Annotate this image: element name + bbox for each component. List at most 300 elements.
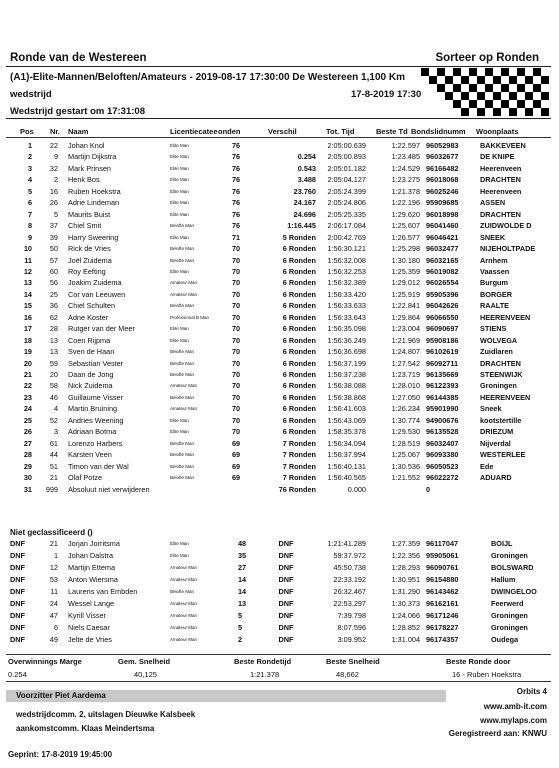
row-position: 25 (23, 415, 32, 425)
row-license-number: 96032165 (426, 255, 459, 265)
table-row (6, 598, 551, 609)
row-license-number: 96052983 (426, 141, 459, 150)
row-rounds: 70 (232, 278, 241, 288)
flag-square (485, 68, 493, 76)
flag-square (541, 92, 549, 100)
table-row (6, 232, 551, 243)
flag-square (517, 84, 525, 92)
row-category: Amateur Man (170, 613, 198, 618)
row-license-number: 96090697 (426, 324, 459, 334)
row-best-lap: 1:28.852 (391, 623, 420, 632)
row-rounds: 70 (232, 404, 241, 414)
row-difference: 6 Ronden (282, 427, 316, 437)
row-name: Joël Zuidema (68, 255, 112, 265)
row-name: Ruben Hoekstra (68, 186, 121, 196)
row-difference: 6 Ronden (282, 324, 316, 334)
row-town: BAKKEVEEN (480, 141, 526, 150)
row-best-lap: 1:27.359 (391, 539, 420, 548)
table-row (6, 140, 551, 151)
col-best: Beste Td (376, 127, 408, 136)
row-position: 15 (23, 301, 32, 311)
row-town: BORGER (480, 289, 513, 299)
summary-bestrider-value: 16 - Ruben Hoekstra (452, 670, 522, 679)
flag-square (453, 68, 461, 76)
row-rounds: 35 (238, 551, 247, 560)
row-license-number: 96135528 (426, 427, 459, 437)
table-row (6, 243, 551, 254)
row-number: 53 (49, 575, 58, 584)
row-number: 47 (49, 611, 58, 620)
row-total-time: 1:56:32.008 (327, 255, 366, 265)
dnf-section-title: Niet geclassificeerd () (10, 528, 93, 537)
checkered-flag-icon (421, 68, 551, 118)
row-position: 24 (23, 404, 32, 414)
row-town: DRIEZUM (480, 427, 514, 437)
row-difference: 6 Ronden (282, 415, 316, 425)
row-number: 36 (49, 301, 58, 311)
row-town: Arnhem (480, 255, 508, 265)
row-best-lap: 1:29.864 (391, 312, 420, 322)
summary-bestlap-value: 1:21.378 (250, 670, 280, 679)
row-name: Andries Weening (68, 415, 124, 425)
summary-margin-label: Overwinnings Marge (8, 657, 82, 666)
flag-square (525, 92, 533, 100)
row-number: 22 (49, 141, 58, 150)
row-name: Karsten Veen (68, 450, 112, 460)
flag-square (461, 108, 469, 116)
event-description: (A1)-Elite-Mannen/Beloften/Amateurs - 2019-08-17 17:30:00 De Westereen 1,100 Km (10, 72, 405, 83)
table-row (6, 266, 551, 277)
row-total-time: 2:05:25.335 (327, 209, 366, 219)
flag-square (509, 92, 517, 100)
row-total-time: 1:56:37.238 (327, 370, 366, 379)
row-best-lap: 1:28.519 (391, 438, 420, 448)
row-category: Belofte Man (170, 589, 195, 594)
row-license-number: 96166482 (426, 163, 459, 173)
row-best-lap: 1:23.004 (391, 324, 420, 334)
table-row (6, 220, 551, 231)
row-total-time: 1:56:41.603 (327, 404, 366, 414)
row-total-time: 1:56:35.098 (327, 324, 366, 334)
row-difference: 6 Ronden (282, 301, 316, 311)
row-rounds: 13 (238, 599, 247, 608)
row-best-lap: 1:21.969 (391, 335, 420, 345)
row-license-number: 96041460 (426, 221, 459, 231)
summary-bestrider-label: Beste Ronde door (446, 657, 511, 666)
col-town: Woonplaats (476, 127, 519, 136)
row-name: Mark Prinsen (68, 163, 111, 173)
row-name: Absoluut niet verwijderen (68, 484, 150, 494)
row-position: 11 (24, 255, 32, 265)
table-row (6, 151, 551, 162)
row-position: 22 (23, 381, 32, 391)
row-difference: 6 Ronden (282, 244, 316, 254)
footer-orbits: Orbits 4 (516, 687, 547, 696)
row-position: 23 (23, 392, 32, 402)
row-total-time: 1:56:38.868 (327, 392, 366, 402)
row-license-number: 96018998 (426, 209, 459, 219)
row-town: Groningen (491, 551, 528, 560)
row-category: Belofte Man (170, 246, 195, 252)
summary-bar (6, 654, 551, 682)
row-rounds: 14 (238, 575, 247, 584)
row-difference: 0.254 (297, 152, 316, 162)
row-difference: 23.760 (293, 186, 316, 196)
row-license-number: 96032477 (426, 244, 459, 254)
row-town: Heerenveen (480, 186, 522, 196)
footer-url1[interactable]: www.amb-it.com (483, 702, 547, 711)
row-number: 6 (53, 623, 58, 632)
row-position: DNF (10, 623, 25, 632)
row-number: 1 (53, 551, 58, 560)
header-bottom-divider (6, 118, 551, 119)
row-best-lap: 1:30.180 (391, 255, 420, 265)
table-row (6, 622, 551, 633)
row-number: 57 (49, 255, 58, 265)
row-number: 60 (49, 266, 58, 276)
row-name: Johan Knol (68, 141, 105, 150)
row-difference: 7 Ronden (282, 438, 316, 448)
col-total: Tot. Tijd (326, 127, 355, 136)
row-best-lap: 1:23.485 (391, 152, 420, 162)
row-rounds: 2 (238, 635, 243, 644)
row-name: Jorjan Jorritsma (68, 539, 120, 548)
row-license-number: 95905061 (426, 551, 459, 560)
row-name: Nick Zuidema (68, 381, 113, 391)
row-category: Belofte Man (170, 223, 195, 229)
row-category: Amateur Man (170, 637, 198, 642)
row-town: Hallum (491, 575, 516, 584)
row-rounds: 27 (238, 563, 247, 572)
row-category: Belofte Man (170, 452, 195, 458)
row-total-time: 2:05:24.399 (327, 186, 366, 196)
row-position: 20 (23, 358, 32, 368)
row-total-time: 2:05:00.893 (327, 152, 366, 162)
row-town: WESTERLEE (480, 450, 526, 460)
table-row (6, 562, 551, 573)
flag-square (461, 76, 469, 84)
row-number: 24 (49, 599, 58, 608)
row-rounds: 76 (232, 209, 241, 219)
row-rounds: 70 (232, 312, 241, 322)
summary-bestspeed-value: 48,662 (336, 670, 359, 679)
row-best-lap: 1:30.373 (391, 599, 420, 608)
row-difference: DNF (278, 623, 294, 632)
flag-square (533, 100, 541, 108)
row-license-number: 95901990 (426, 404, 459, 414)
event-type: wedstrijd (10, 89, 52, 100)
table-row (6, 323, 551, 334)
row-total-time: 2:05:01.182 (327, 163, 366, 173)
row-name: Adrie Lindeman (68, 198, 120, 208)
row-best-lap: 1:23.719 (391, 370, 420, 379)
flag-square (477, 92, 485, 100)
start-time: Wedstrijd gestart om 17:31:08 (10, 106, 145, 117)
row-total-time: 1:56:33.643 (327, 312, 366, 322)
row-category: Amateur Man (170, 383, 198, 389)
row-rounds: 70 (232, 392, 241, 402)
table-row (6, 277, 551, 288)
row-position: 3 (27, 163, 32, 173)
row-license-number: 96090761 (426, 563, 459, 572)
row-town: ASSEN (480, 198, 506, 208)
row-town: DRACHTEN (480, 209, 521, 219)
flag-square (493, 92, 501, 100)
row-difference: DNF (278, 575, 294, 584)
col-bond: Bondslidnumm (411, 127, 466, 136)
row-total-time: 1:56:38.088 (327, 381, 366, 391)
row-number: 12 (49, 563, 58, 572)
row-position: 28 (23, 450, 32, 460)
row-name: Maurits Buist (68, 209, 111, 219)
table-row (6, 346, 551, 357)
row-position: DNF (10, 539, 25, 548)
row-number: 9 (53, 152, 58, 162)
row-name: Roy Eefting (68, 266, 106, 276)
row-rounds: 70 (232, 266, 241, 276)
row-difference: DNF (278, 563, 294, 572)
row-position: DNF (10, 587, 25, 596)
footer-comm2: aankomstcomm. Klaas Meindertsma (16, 724, 155, 733)
row-best-lap: 1:26.234 (391, 404, 420, 414)
row-difference: DNF (278, 599, 294, 608)
row-license-number: 96018068 (426, 175, 459, 185)
flag-square (477, 76, 485, 84)
row-rounds: 76 (232, 186, 241, 196)
row-best-lap: 1:22.841 (391, 301, 420, 311)
row-town: NIJEHOLTPADE (480, 244, 536, 254)
row-name: Wessel Lange (68, 599, 115, 608)
row-rounds: 70 (232, 244, 241, 254)
flag-square (437, 84, 445, 92)
row-rounds: 14 (238, 587, 247, 596)
row-license-number: 96026554 (426, 278, 459, 288)
row-license-number: 96178227 (426, 623, 459, 632)
row-rounds: 76 (232, 141, 241, 150)
row-name: Chiel Schulten (68, 301, 116, 311)
row-town: Groningen (491, 611, 528, 620)
table-row (6, 574, 551, 585)
row-license-number: 96046421 (426, 232, 459, 242)
row-rounds: 76 (232, 175, 241, 185)
row-town: DRACHTEN (480, 175, 521, 185)
row-position: DNF (10, 563, 25, 572)
flag-square (477, 108, 485, 116)
table-row (6, 209, 551, 220)
row-number: 62 (49, 312, 58, 322)
row-name: Harry Sweering (68, 232, 119, 242)
row-best-lap: 1:25.067 (391, 450, 420, 460)
row-rounds: 69 (232, 438, 241, 448)
row-license-number: 96022272 (426, 473, 459, 483)
row-best-lap: 1:25.607 (391, 221, 420, 231)
row-category: Belofte Man (170, 257, 195, 263)
row-difference: 6 Ronden (282, 370, 316, 379)
flag-square (517, 68, 525, 76)
row-license-number: 96042626 (426, 301, 459, 311)
row-rounds: 76 (232, 198, 241, 208)
row-best-lap: 1:22.356 (391, 551, 420, 560)
row-total-time: 1:56:37.994 (327, 450, 366, 460)
row-license-number: 96162161 (426, 599, 459, 608)
row-best-lap: 1:29.620 (391, 209, 420, 219)
row-difference: 6 Ronden (282, 392, 316, 402)
row-difference: 1:16.445 (287, 221, 316, 231)
flag-square (501, 68, 509, 76)
row-license-number: 96154880 (426, 575, 459, 584)
row-difference: 5 Ronden (282, 232, 316, 242)
row-town: kootstertille (480, 415, 522, 425)
row-name: Johan Dalstra (68, 551, 114, 560)
row-difference: 24.167 (293, 198, 316, 208)
row-total-time: 1:56:40.565 (327, 473, 366, 483)
results-column-header (6, 126, 551, 138)
row-position: 13 (23, 278, 32, 288)
row-total-time: 3:09.952 (337, 635, 366, 644)
row-difference: 6 Ronden (282, 255, 316, 265)
row-position: 18 (23, 335, 32, 345)
row-number: 32 (49, 163, 58, 173)
table-row (6, 426, 551, 437)
row-rounds: 70 (232, 324, 241, 334)
row-town: Heerenveen (480, 163, 522, 173)
row-category: Elite Man (170, 326, 189, 332)
row-category: Amateur Man (170, 565, 198, 570)
row-rounds: 69 (232, 461, 241, 471)
row-best-lap: 1:30.536 (391, 461, 420, 471)
row-difference: DNF (278, 635, 294, 644)
row-difference: 6 Ronden (282, 335, 316, 345)
table-row (6, 335, 551, 346)
row-name: Lorenzo Harbers (68, 438, 123, 448)
row-name: Jelte de Vries (68, 635, 112, 644)
row-license-number: 96050523 (426, 461, 459, 471)
row-rounds: 76 (232, 152, 241, 162)
row-rounds: 70 (232, 255, 241, 265)
row-rounds: 70 (232, 427, 241, 437)
row-best-lap: 1:30.774 (391, 415, 420, 425)
row-category: Amateur Man (170, 280, 198, 286)
row-name: Rutger van der Meer (68, 324, 135, 334)
table-row (6, 403, 551, 414)
row-rounds: 70 (232, 381, 241, 391)
row-town: Groningen (480, 381, 517, 391)
row-best-lap: 1:22.196 (391, 198, 420, 208)
row-category: Belofte Man (170, 463, 195, 469)
row-position: 27 (23, 438, 32, 448)
row-number: 52 (49, 415, 58, 425)
row-difference: 6 Ronden (282, 266, 316, 276)
report-header (6, 50, 551, 120)
row-difference: 76 Ronden (278, 484, 316, 494)
col-diff: Verschil (268, 127, 297, 136)
footer-url2[interactable]: www.mylaps.com (480, 716, 547, 725)
row-best-lap: 1:25.359 (391, 266, 420, 276)
flag-square (485, 100, 493, 108)
row-position: 9 (27, 232, 32, 242)
row-best-lap: 1:24.529 (391, 163, 420, 173)
row-number: 4 (53, 404, 58, 414)
flag-square (525, 76, 533, 84)
row-position: 4 (27, 175, 32, 185)
row-total-time: 1:56:36.698 (327, 347, 366, 357)
row-license-number: 95905396 (426, 289, 459, 299)
summary-bestspeed-label: Beste Snelheid (326, 657, 380, 666)
row-total-time: 59:37.972 (333, 551, 366, 560)
flag-square (533, 68, 541, 76)
flag-square (445, 92, 453, 100)
row-total-time: 1:56:34.094 (327, 438, 366, 448)
row-best-lap: 1:21.552 (391, 473, 420, 483)
table-row (6, 538, 551, 549)
row-position: 5 (27, 186, 32, 196)
row-rounds: 70 (232, 370, 241, 379)
row-town: Nijverdal (480, 438, 511, 448)
row-name: Martin Bruining (68, 404, 118, 414)
row-category: Belofte Man (170, 360, 195, 366)
row-difference: 0.543 (297, 163, 316, 173)
row-town: Feerwerd (491, 599, 524, 608)
table-row (6, 186, 551, 197)
row-category: Elite Man (170, 165, 189, 171)
row-best-lap: 1:31.004 (391, 635, 420, 644)
row-best-lap: 1:27.050 (391, 392, 420, 402)
row-best-lap: 1:22.597 (391, 141, 420, 150)
row-license-number: 96092711 (426, 358, 459, 368)
row-total-time: 1:56:40.131 (327, 461, 366, 471)
row-category: Elite Man (170, 541, 189, 546)
footer-chair: Voorzitter Piet Aardema (16, 691, 106, 700)
row-license-number: 95909685 (426, 198, 459, 208)
table-row (6, 461, 551, 472)
flag-square (485, 84, 493, 92)
row-position: 31 (23, 484, 32, 494)
table-row (6, 380, 551, 391)
row-total-time: 1:56:32.253 (327, 266, 366, 276)
col-nr: Nr. (50, 127, 61, 136)
row-best-lap: 1:24.807 (391, 347, 420, 357)
row-number: 2 (53, 175, 58, 185)
row-name: Martijn Dijkstra (68, 152, 117, 162)
row-difference: DNF (278, 611, 294, 620)
row-category: Elite Man (170, 417, 189, 423)
row-difference: 6 Ronden (282, 358, 316, 368)
row-town: ADUARD (480, 473, 512, 483)
row-position: 7 (27, 209, 32, 219)
row-town: HEERENVEEN (480, 392, 531, 402)
row-name: Sven de Haan (68, 347, 115, 357)
row-number: 56 (49, 278, 58, 288)
row-town: HEERENVEEN (480, 312, 531, 322)
footer-registered: Geregistreerd aan: KNWU (448, 729, 547, 738)
table-row (6, 197, 551, 208)
row-license-number: 96174357 (426, 635, 459, 644)
row-number: 21 (49, 473, 58, 483)
row-town: Oudega (491, 635, 519, 644)
row-position: DNF (10, 611, 25, 620)
row-license-number: 96025246 (426, 186, 459, 196)
row-rounds: 70 (232, 301, 241, 311)
row-position: 29 (23, 461, 32, 471)
row-number: 59 (49, 358, 58, 368)
row-name: Sebastian Vester (68, 358, 124, 368)
flag-square (469, 68, 477, 76)
row-category: Amateur Man (170, 625, 198, 630)
row-town: ZUIDWOLDE D (480, 221, 532, 231)
row-total-time: 1:56:43.069 (327, 415, 366, 425)
header-divider (6, 66, 551, 67)
row-difference: 7 Ronden (282, 461, 316, 471)
